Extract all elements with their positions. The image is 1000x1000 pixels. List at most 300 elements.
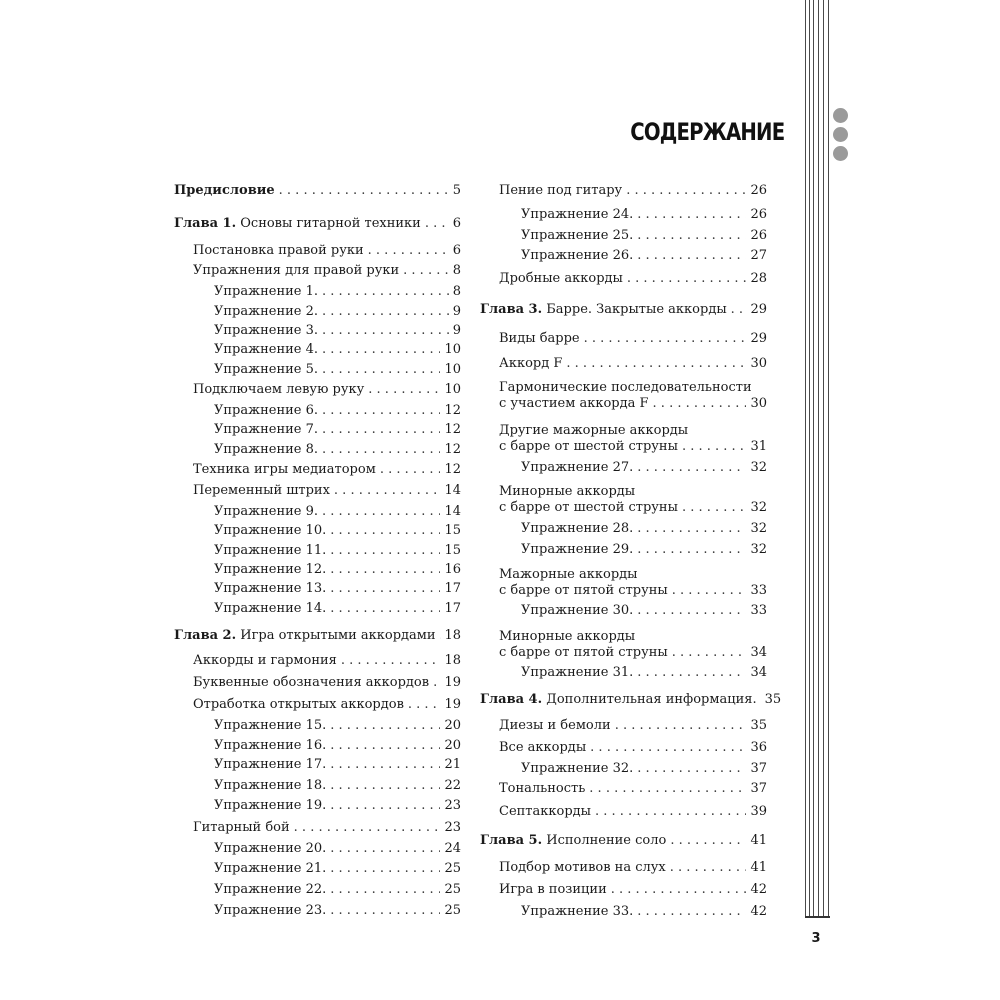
toc-entry-text: с барре от шестой струны	[499, 439, 678, 454]
toc-entry-text: Упражнение 32.	[521, 761, 634, 776]
toc-entry-text: Дополнительная информация.	[542, 692, 757, 707]
dot-leader	[615, 717, 747, 734]
toc-chapter-label: Глава 1.	[174, 216, 237, 231]
dot-leader	[330, 777, 440, 794]
toc-exercise[interactable]	[521, 664, 767, 681]
toc-page-number: 10	[444, 362, 461, 377]
toc-page-number: 22	[444, 778, 461, 793]
dot-leader	[440, 627, 441, 644]
toc-entry-title	[214, 797, 326, 814]
toc-exercise[interactable]	[521, 602, 767, 619]
toc-entry-title	[499, 739, 586, 756]
toc-page-number: 25	[444, 861, 461, 876]
dot-leader	[330, 756, 440, 773]
toc-entry-text: Виды барре	[499, 331, 580, 346]
dot-leader	[653, 395, 747, 412]
guitar-strings-decoration	[805, 0, 830, 918]
toc-entry-title	[521, 227, 633, 244]
toc-exercise[interactable]	[214, 717, 461, 734]
toc-page-number: 10	[444, 342, 461, 357]
toc-exercise[interactable]	[214, 303, 461, 320]
toc-entry-title	[499, 355, 562, 372]
toc-page-number: 26	[750, 207, 767, 222]
toc-entry-title	[174, 215, 421, 232]
dot-leader	[637, 227, 746, 244]
toc-page-number: 32	[750, 521, 767, 536]
toc-entry-title	[499, 644, 668, 661]
toc-exercise[interactable]	[214, 902, 461, 919]
toc-chapter[interactable]	[480, 832, 767, 849]
toc-entry-text: Игра в позиции	[499, 882, 607, 897]
toc-page-number: 25	[444, 882, 461, 897]
toc-entry-title	[214, 561, 326, 578]
toc-page-number: 32	[750, 542, 767, 557]
dot-leader	[330, 600, 440, 617]
toc-section[interactable]	[499, 438, 767, 455]
toc-entry-text: с барре от пятой струны	[499, 645, 668, 660]
dot-leader	[330, 717, 440, 734]
dot-leader	[433, 674, 440, 691]
toc-exercise[interactable]	[521, 760, 767, 777]
toc-entry-title	[499, 395, 649, 412]
toc-page-number: 41	[750, 860, 767, 875]
toc-page-number: 24	[444, 841, 461, 856]
toc-entry-text: Упражнение 4.	[214, 342, 319, 357]
dot-leader	[368, 381, 440, 398]
toc-section[interactable]	[193, 262, 461, 279]
toc-section[interactable]	[499, 644, 767, 661]
toc-entry-text: Техника игры медиатором	[193, 462, 376, 477]
toc-entry-text: с участием аккорда F	[499, 396, 649, 411]
toc-page-number: 39	[750, 804, 767, 819]
toc-exercise[interactable]	[214, 441, 461, 458]
toc-entry-line: Гармонические последовательности	[499, 380, 752, 395]
dot-leader	[672, 644, 747, 661]
toc-entry-title	[193, 674, 429, 691]
dot-leader	[731, 301, 747, 318]
toc-section[interactable]	[499, 330, 767, 347]
toc-page-number: 33	[750, 603, 767, 618]
toc-exercise[interactable]	[214, 756, 461, 773]
toc-entry-text: Барре. Закрытые аккорды	[542, 302, 727, 317]
toc-exercise[interactable]	[521, 247, 767, 264]
toc-section[interactable]	[193, 652, 461, 669]
dot-leader	[682, 499, 747, 516]
toc-page-number: 32	[750, 460, 767, 475]
toc-page-number: 35	[750, 718, 767, 733]
dot-leader	[637, 206, 746, 223]
toc-page-number: 37	[750, 761, 767, 776]
dot-leader	[637, 520, 746, 537]
toc-page-number: 29	[750, 302, 767, 317]
toc-entry-text: Упражнение 15.	[214, 718, 327, 733]
toc-entry-title	[521, 247, 633, 264]
toc-page-number: 19	[444, 675, 461, 690]
dot-leader	[322, 421, 440, 438]
toc-exercise[interactable]	[214, 421, 461, 438]
toc-entry-text: Упражнение 18.	[214, 778, 327, 793]
toc-entry-title	[521, 903, 633, 920]
toc-page-number: 18	[444, 653, 461, 668]
toc-entry-text: Упражнения для правой руки	[193, 263, 400, 278]
toc-page-number: 37	[750, 781, 767, 796]
dot-icon	[833, 127, 848, 142]
toc-chapter-label: Глава 3.	[480, 302, 543, 317]
toc-entry-title	[214, 361, 318, 378]
toc-entry-text: Упражнение 11.	[214, 543, 327, 558]
toc-entry-text: Упражнение 14.	[214, 601, 327, 616]
dot-leader	[330, 561, 440, 578]
dot-leader	[341, 652, 441, 669]
dot-leader	[637, 903, 746, 920]
toc-page-number: 36	[750, 740, 767, 755]
toc-entry-text: Упражнение 31.	[521, 665, 634, 680]
toc-entry-text: Упражнение 5.	[214, 362, 319, 377]
toc-entry-title	[214, 717, 326, 734]
toc-section[interactable]	[193, 819, 461, 836]
toc-exercise[interactable]	[214, 341, 461, 358]
toc-page-number: 33	[750, 583, 767, 598]
dot-icon	[833, 146, 848, 161]
toc-chapter[interactable]	[174, 215, 461, 232]
toc-exercise[interactable]	[214, 522, 461, 539]
toc-page-number: 30	[750, 356, 767, 371]
toc-page-number: 12	[444, 403, 461, 418]
toc-entry-title	[193, 461, 376, 478]
toc-entry-title	[499, 780, 585, 797]
toc-exercise[interactable]	[214, 283, 461, 300]
toc-entry-title	[480, 832, 666, 849]
toc-entry-title	[214, 840, 326, 857]
toc-page-number: 9	[452, 323, 461, 338]
toc-page-number: 41	[750, 833, 767, 848]
toc-section[interactable]	[193, 381, 461, 398]
toc-entry-text: Буквенные обозначения аккордов	[193, 675, 430, 690]
toc-page-number: 32	[750, 500, 767, 515]
toc-entry-title	[193, 696, 404, 713]
toc-page-number: 30	[750, 396, 767, 411]
toc-section[interactable]	[193, 482, 461, 499]
toc-chapter-label: Глава 4.	[480, 692, 543, 707]
toc-page-number: 19	[444, 697, 461, 712]
toc-entry-text: Упражнение 8.	[214, 442, 319, 457]
dot-leader	[330, 580, 440, 597]
toc-entry-line: Мажорные аккорды	[499, 567, 638, 582]
toc-page-number: 35	[764, 692, 782, 707]
toc-entry-title	[193, 242, 364, 259]
toc-page-number: 14	[444, 483, 461, 498]
dot-leader	[322, 303, 449, 320]
toc-chapter[interactable]	[174, 182, 461, 199]
dot-leader	[334, 482, 441, 499]
toc-entry-title	[214, 283, 318, 300]
toc-entry-title	[214, 441, 318, 458]
toc-entry-title	[499, 270, 623, 287]
toc-chapter[interactable]	[480, 691, 782, 708]
toc-section[interactable]	[499, 182, 767, 199]
toc-entry-title	[214, 322, 318, 339]
toc-entry-text: Пение под гитару	[499, 183, 623, 198]
toc-entry-title	[214, 303, 318, 320]
toc-entry-title	[499, 881, 607, 898]
toc-entry-text: Отработка открытых аккордов	[193, 697, 404, 712]
toc-page-number: 14	[444, 504, 461, 519]
toc-page-number: 26	[750, 228, 767, 243]
toc-section[interactable]	[499, 881, 767, 898]
toc-page-number: 26	[750, 183, 767, 198]
toc-page-number: 15	[444, 523, 461, 538]
toc-entry-text: Упражнение 29.	[521, 542, 634, 557]
toc-entry-text: Упражнение 33.	[521, 904, 634, 919]
toc-section[interactable]	[499, 270, 767, 287]
toc-entry-title	[214, 421, 318, 438]
toc-exercise[interactable]	[214, 503, 461, 520]
dot-leader	[322, 402, 440, 419]
toc-entry-text: Исполнение соло	[542, 833, 667, 848]
toc-entry-title	[214, 542, 326, 559]
toc-entry-title	[521, 541, 633, 558]
toc-entry-text: Подключаем левую руку	[193, 382, 365, 397]
toc-entry-title	[174, 182, 275, 199]
toc-page-number: 20	[444, 718, 461, 733]
toc-section[interactable]	[499, 499, 767, 516]
toc-entry-title	[214, 522, 326, 539]
dot-leader	[322, 361, 440, 378]
toc-page-number: 27	[750, 248, 767, 263]
toc-entry-text: Упражнение 16.	[214, 738, 327, 753]
toc-entry-title	[193, 819, 290, 836]
toc-chapter-label: Глава 2.	[174, 628, 237, 643]
toc-entry-title	[499, 803, 591, 820]
toc-entry-title	[214, 737, 326, 754]
dot-leader	[408, 696, 441, 713]
toc-page-number: 8	[452, 284, 461, 299]
dot-leader	[330, 881, 440, 898]
toc-entry-text: Упражнение 22.	[214, 882, 327, 897]
toc-entry-title	[214, 341, 318, 358]
toc-exercise[interactable]	[214, 737, 461, 754]
toc-exercise[interactable]	[214, 322, 461, 339]
toc-entry-title	[174, 627, 436, 644]
dot-leader	[425, 215, 449, 232]
toc-entry-text: Упражнение 1.	[214, 284, 319, 299]
dot-leader	[279, 182, 449, 199]
toc-page-number: 12	[444, 442, 461, 457]
toc-page-number: 5	[452, 183, 461, 198]
toc-exercise[interactable]	[214, 777, 461, 794]
toc-entry-title	[193, 482, 330, 499]
toc-section[interactable]	[499, 780, 767, 797]
toc-exercise[interactable]	[214, 860, 461, 877]
toc-entry-title	[499, 859, 666, 876]
toc-page-number: 23	[444, 820, 461, 835]
dot-leader	[330, 840, 440, 857]
toc-entry-title	[214, 860, 326, 877]
toc-entry-text: Упражнение 2.	[214, 304, 319, 319]
page-title: СОДЕРЖАНИЕ	[630, 118, 785, 146]
toc-page-number: 16	[444, 562, 461, 577]
toc-section[interactable]	[499, 582, 767, 599]
dot-leader	[403, 262, 449, 279]
toc-entry-text: Упражнение 30.	[521, 603, 634, 618]
dot-leader	[682, 438, 747, 455]
toc-exercise[interactable]	[214, 542, 461, 559]
toc-chapter[interactable]	[174, 627, 461, 644]
toc-entry-text: Упражнение 25.	[521, 228, 634, 243]
dot-leader	[294, 819, 441, 836]
toc-exercise[interactable]	[521, 227, 767, 244]
dot-leader	[322, 341, 440, 358]
toc-entry-text: Переменный штрих	[193, 483, 330, 498]
toc-page-number: 18	[444, 628, 461, 643]
toc-section[interactable]	[499, 859, 767, 876]
dot-leader	[672, 582, 747, 599]
dot-leader	[670, 859, 747, 876]
toc-page-number: 12	[444, 462, 461, 477]
dot-leader	[330, 860, 440, 877]
toc-entry-title	[521, 459, 633, 476]
dot-leader	[626, 182, 746, 199]
toc-entry-text: Упражнение 23.	[214, 903, 327, 918]
toc-page-number: 17	[444, 601, 461, 616]
toc-chapter-label: Предисловие	[174, 183, 275, 198]
toc-entry-title	[521, 602, 633, 619]
dot-leader	[322, 441, 440, 458]
toc-exercise[interactable]	[214, 797, 461, 814]
toc-entry-title	[521, 760, 633, 777]
toc-entry-text: Упражнение 6.	[214, 403, 319, 418]
toc-entry-text: Диезы и бемоли	[499, 718, 611, 733]
dot-leader	[322, 322, 449, 339]
toc-section[interactable]	[499, 355, 767, 372]
dot-leader	[611, 881, 747, 898]
toc-page-number: 17	[444, 581, 461, 596]
toc-entry-text: Септаккорды	[499, 804, 591, 819]
dot-leader	[637, 760, 746, 777]
toc-entry-text: Упражнение 24.	[521, 207, 634, 222]
toc-entry-text: с барре от шестой струны	[499, 500, 678, 515]
dot-leader	[584, 330, 747, 347]
toc-entry-text: Упражнение 3.	[214, 323, 319, 338]
toc-page-number: 29	[750, 331, 767, 346]
toc-section[interactable]	[499, 395, 767, 412]
toc-section[interactable]	[193, 242, 461, 259]
toc-entry-title	[499, 438, 678, 455]
dot-leader	[627, 270, 747, 287]
toc-page-number: 34	[750, 665, 767, 680]
toc-entry-title	[193, 652, 337, 669]
toc-entry-text: Основы гитарной техники	[236, 216, 421, 231]
toc-page-number: 42	[750, 904, 767, 919]
dot-leader	[322, 503, 440, 520]
toc-entry-title	[193, 381, 364, 398]
dot-leader	[670, 832, 746, 849]
toc-exercise[interactable]	[214, 580, 461, 597]
toc-section[interactable]	[193, 674, 461, 691]
toc-exercise[interactable]	[521, 541, 767, 558]
toc-entry-text: Аккорды и гармония	[193, 653, 337, 668]
toc-entry-title	[214, 600, 326, 617]
toc-exercise[interactable]	[214, 600, 461, 617]
toc-entry-text: Упражнение 10.	[214, 523, 327, 538]
toc-page-number: 20	[444, 738, 461, 753]
toc-entry-text: с барре от пятой струны	[499, 583, 668, 598]
dot-leader	[566, 355, 746, 372]
dot-leader	[637, 247, 746, 264]
toc-entry-text: Постановка правой руки	[193, 243, 364, 258]
toc-entry-text: Упражнение 28.	[521, 521, 634, 536]
toc-entry-title	[214, 402, 318, 419]
toc-exercise[interactable]	[214, 402, 461, 419]
dot-leader	[322, 283, 449, 300]
toc-exercise[interactable]	[214, 881, 461, 898]
dot-leader	[637, 664, 746, 681]
toc-entry-title	[521, 520, 633, 537]
toc-entry-text: Тональность	[499, 781, 586, 796]
toc-page-number: 21	[444, 757, 461, 772]
toc-section[interactable]	[193, 696, 461, 713]
toc-exercise[interactable]	[521, 903, 767, 920]
toc-entry-text: Упражнение 20.	[214, 841, 327, 856]
dots-decoration	[833, 108, 848, 165]
toc-section[interactable]	[499, 803, 767, 820]
toc-page-number: 15	[444, 543, 461, 558]
toc-entry-title	[499, 582, 668, 599]
toc-entry-title	[480, 691, 757, 708]
toc-entry-text: Дробные аккорды	[499, 271, 623, 286]
dot-leader	[590, 739, 746, 756]
toc-exercise[interactable]	[214, 361, 461, 378]
toc-page-number: 6	[452, 216, 461, 231]
toc-exercise[interactable]	[521, 520, 767, 537]
toc-page-number: 12	[444, 422, 461, 437]
dot-leader	[330, 902, 440, 919]
toc-entry-title	[214, 902, 326, 919]
toc-entry-title	[521, 206, 633, 223]
toc-chapter[interactable]	[480, 301, 767, 318]
toc-exercise[interactable]	[214, 840, 461, 857]
toc-exercise[interactable]	[214, 561, 461, 578]
toc-section[interactable]	[193, 461, 461, 478]
toc-entry-title	[521, 664, 633, 681]
toc-entry-text: Игра открытыми аккордами	[236, 628, 436, 643]
toc-entry-text: Упражнение 19.	[214, 798, 327, 813]
toc-entry-title	[214, 503, 318, 520]
toc-entry-title	[214, 756, 326, 773]
toc-exercise[interactable]	[521, 459, 767, 476]
toc-entry-text: Упражнение 13.	[214, 581, 327, 596]
toc-entry-line: Минорные аккорды	[499, 484, 636, 499]
dot-leader	[330, 797, 440, 814]
toc-entry-text: Подбор мотивов на слух	[499, 860, 666, 875]
toc-entry-title	[214, 777, 326, 794]
toc-entry-text: Гитарный бой	[193, 820, 290, 835]
toc-entry-title	[480, 301, 727, 318]
dot-leader	[330, 522, 440, 539]
dot-leader	[637, 602, 746, 619]
toc-section[interactable]	[499, 717, 767, 734]
toc-entry-title	[193, 262, 399, 279]
dot-leader	[330, 542, 440, 559]
toc-entry-title	[214, 580, 326, 597]
dot-leader	[637, 459, 746, 476]
toc-section[interactable]	[499, 739, 767, 756]
toc-entry-text: Упражнение 26.	[521, 248, 634, 263]
toc-page-number: 25	[444, 903, 461, 918]
dot-leader	[368, 242, 449, 259]
toc-entry-title	[499, 499, 678, 516]
toc-exercise[interactable]	[521, 206, 767, 223]
